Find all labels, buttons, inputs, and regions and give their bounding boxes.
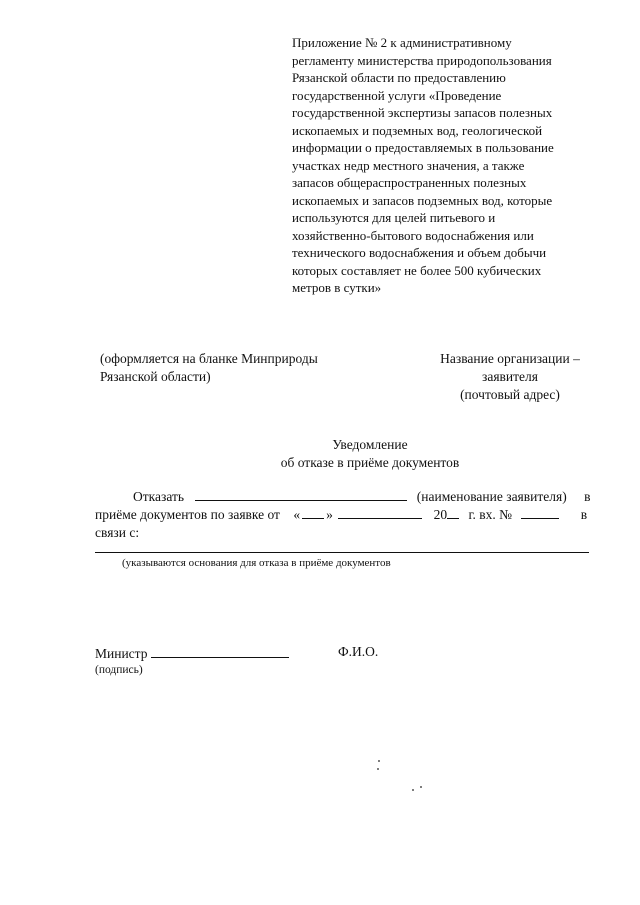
reason-field[interactable] [95,552,589,553]
notice-title-block [120,436,620,472]
notice-subtitle: об отказе в приёме документов [280,455,460,470]
signature-field[interactable] [151,645,289,658]
scan-speck [377,768,379,770]
reception-text: приёме документов по заявке от [95,507,280,522]
body-line-2 [95,506,600,524]
quote-close: » [326,507,333,522]
incoming-number-field[interactable] [521,506,559,519]
organization-role: заявителя [482,369,538,384]
body-line-3 [95,524,600,542]
fio-label: Ф.И.О. [338,644,379,659]
scan-speck [412,789,414,791]
body-line-1 [95,488,600,506]
organization-address: (почтовый адрес) [460,387,560,402]
signature-label: (подпись) [95,664,143,676]
refuse-word: Отказать [133,489,185,504]
connection-text: связи с: [95,525,140,540]
year-suffix: г. вх. № [468,507,512,522]
minister-label: Министр [95,646,148,661]
applicant-name-field[interactable] [195,488,407,501]
recipient-organization [410,350,610,404]
day-field[interactable] [302,506,324,519]
quote-open: « [293,507,301,522]
letterhead-note: (оформляется на бланке Минприроды Рязанской области) [100,351,318,384]
notice-title: Уведомление [332,437,408,452]
year-prefix: 20 [433,507,448,522]
scan-speck [420,786,422,788]
minister-line [95,645,291,663]
appendix-header: Приложение № 2 к административному регламенту министерства природопользования Рязанской области по предоставлению государственной услуги «Проведение государственной экспертизы запасов полезных ископаемых и подземных вод, геологической информации о предоставляемых в пользование участках недр местного значения, а также запасов общераспространенных полезных ископаемых и запасов подземных вод, которые используются для целей питьевого и хозяйственно-бытового водоснабжения или технического водоснабжения и объем добычи которых составляет не более 500 кубических метров в сутки» [292,35,554,295]
month-field[interactable] [338,506,422,519]
in-word-2: в [580,507,588,522]
scan-speck [378,760,380,762]
applicant-hint: (наименование заявителя) [416,489,567,504]
organization-name: Название организации – [440,351,580,366]
in-word: в [584,489,591,504]
reason-hint: (указываются основания для отказа в приёме документов [122,557,391,569]
year-field[interactable] [447,506,459,519]
